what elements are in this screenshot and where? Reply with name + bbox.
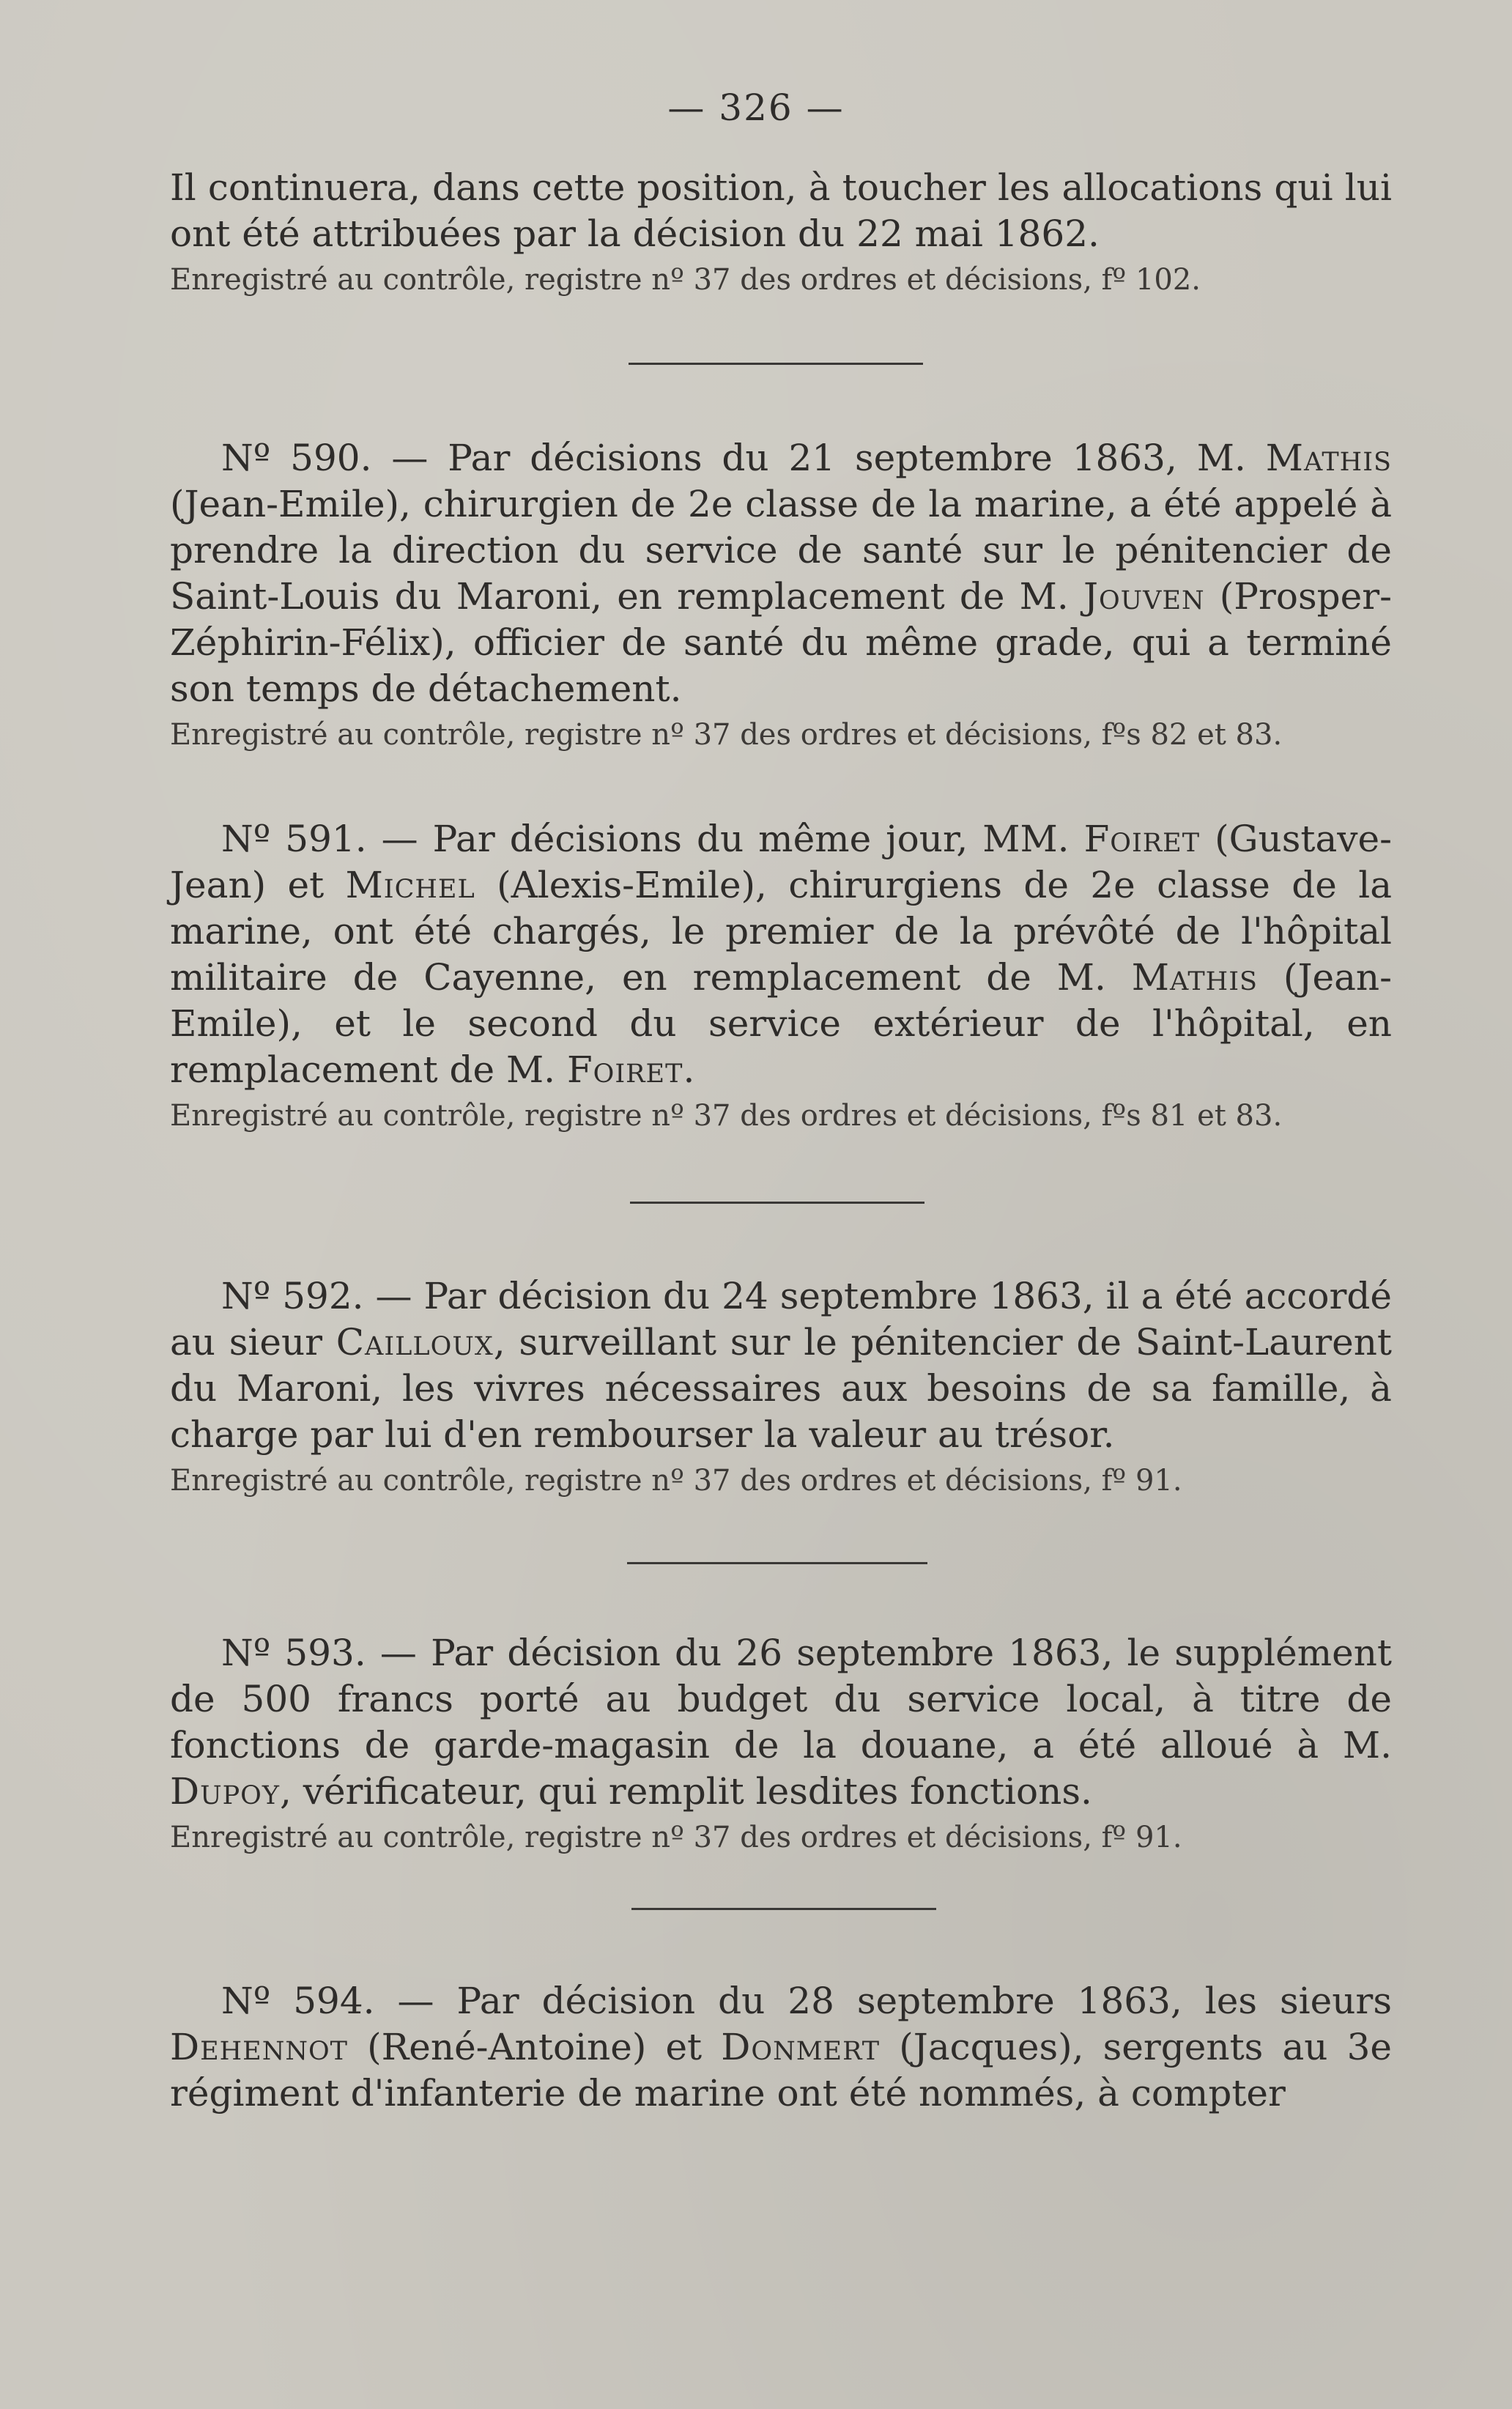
entry-590 [170, 435, 1392, 753]
person-name: Dehennot [170, 2026, 348, 2068]
entry-text: , vérificateur, qui remplit lesdites fonctions. [279, 1770, 1092, 1813]
entry-593 [170, 1630, 1392, 1856]
separator-rule [627, 1562, 927, 1564]
entry-text: (Alexis-Emile), chirurgiens de 2e classe de la marine, ont été chargés, le premier de la prévôté de l'hôpital militaire de Cayenne, en remplacement de M. [170, 864, 1392, 999]
entry-text: — Par décision du 24 septembre 1863, il a été accordé au sieur [170, 1275, 1392, 1363]
person-name: Cailloux [336, 1321, 494, 1363]
page-number: — 326 — [667, 86, 845, 129]
entry-text: — Par décision du 26 septembre 1863, le supplément de 500 francs porté au budget du service local, à titre de fonctions de garde-magasin de la douane, a été alloué à M. [170, 1632, 1392, 1766]
person-name: Michel [345, 864, 475, 906]
entry-text: (Prosper-Zéphirin-Félix), officier de santé du même grade, qui a terminé son temps de détachement. [170, 575, 1392, 710]
entry-paragraph [170, 1630, 1392, 1815]
entry-text: — Par décisions du même jour, MM. [366, 818, 1084, 860]
person-name: Mathis [1265, 437, 1392, 479]
entry-registration: Enregistré au contrôle, registre nº 37 des ordres et décisions, fº 91. [170, 1821, 1182, 1854]
entry-594 [170, 1978, 1392, 2117]
entry-paragraph [170, 1978, 1392, 2117]
entry-592 [170, 1273, 1392, 1499]
entry-number: Nº 592. [221, 1275, 364, 1317]
intro-block [170, 165, 1392, 298]
person-name: Foiret [1083, 818, 1201, 860]
separator-rule [631, 1908, 936, 1910]
entry-paragraph [170, 816, 1392, 1093]
entry-number: Nº 590. [221, 437, 372, 479]
entry-text: (Jean-Emile), chirurgien de 2e classe de la marine, a été appelé à prendre la direction du service de santé sur le pénitencier de Saint-Louis du Maroni, en remplacement de M. [170, 483, 1392, 618]
intro-paragraph: Il continuera, dans cette position, à toucher les allocations qui lui ont été attribuées par la décision du 22 mai 1862. [170, 166, 1392, 255]
entry-text: (Jean-Emile), et le second du service extérieur de l'hôpital, en remplacement de M. [170, 956, 1392, 1091]
entry-registration: Enregistré au contrôle, registre nº 37 des ordres et décisions, fº 91. [170, 1464, 1182, 1498]
entry-number: Nº 593. [221, 1632, 366, 1674]
entry-text: (Gustave-Jean) et [170, 818, 1393, 906]
person-name: Mathis [1131, 956, 1258, 999]
person-name: Donmert [721, 2026, 881, 2068]
entry-text: — Par décision du 28 septembre 1863, les sieurs [374, 1980, 1392, 2022]
intro-registration: Enregistré au contrôle, registre nº 37 des ordres et décisions, fº 102. [170, 263, 1201, 297]
entry-registration: Enregistré au contrôle, registre nº 37 des ordres et décisions, fºs 81 et 83. [170, 1099, 1283, 1133]
person-name: Jouven [1083, 575, 1205, 618]
person-name: Foiret [566, 1048, 683, 1091]
entry-text: — Par décisions du 21 septembre 1863, M. [371, 437, 1266, 479]
entry-paragraph [170, 435, 1392, 712]
separator-rule [629, 363, 923, 365]
entry-text: , surveillant sur le pénitencier de Saint-Laurent du Maroni, les vivres nécessaires aux besoins de sa famille, à charge par lui d'en rembourser la valeur au trésor. [170, 1321, 1392, 1456]
separator-rule [630, 1202, 924, 1204]
entry-text: . [683, 1048, 695, 1091]
entry-number: Nº 591. [221, 818, 367, 860]
entry-text: (René-Antoine) et [348, 2026, 722, 2068]
entry-591 [170, 816, 1392, 1134]
entry-paragraph [170, 1273, 1392, 1458]
person-name: Dupoy [170, 1770, 280, 1813]
entry-text: (Jacques), sergents au 3e régiment d'infanterie de marine ont été nommés, à compter [170, 2026, 1392, 2114]
entry-registration: Enregistré au contrôle, registre nº 37 des ordres et décisions, fºs 82 et 83. [170, 718, 1283, 752]
entry-number: Nº 594. [221, 1980, 375, 2022]
